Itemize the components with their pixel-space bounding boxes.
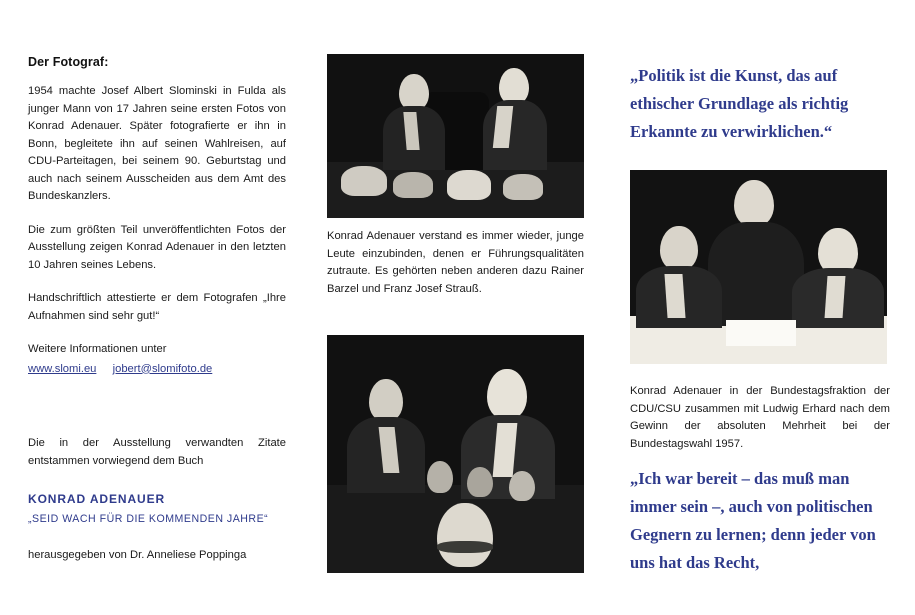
pullquote-politik: „Politik ist die Kunst, das auf ethischer Grundlage als richtig Erkannte zu verwirklichen.“ <box>630 66 849 141</box>
page-title: Der Fotograf: <box>28 55 109 69</box>
photo-adenauer-crowd <box>327 335 584 573</box>
website-link[interactable]: www.slomi.eu <box>28 362 97 375</box>
photo-bundestagsfraktion <box>630 170 887 364</box>
photo-adenauer-event <box>327 54 584 218</box>
paragraph-more-info: Weitere Informationen unter <box>28 343 167 355</box>
paragraph-exhibition: Die zum größten Teil unveröffentlichten Fotos der Ausstellung zeigen Konrad Adenauer in den letzten 10 Jahren seines Lebens. <box>28 223 286 271</box>
caption-photo-event: Konrad Adenauer verstand es immer wieder, junge Leute einzubinden, denen er Führungsqualitäten zutraute. Es gehörten neben anderen dazu Rainer Barzel und Franz Josef Strauß. <box>327 230 584 295</box>
left-column-footer <box>28 435 286 565</box>
left-column <box>28 55 286 378</box>
caption-photo-fraktion: Konrad Adenauer in der Bundestagsfraktion der CDU/CSU zusammen mit Ludwig Erhard nach dem Gewinn der absoluten Mehrheit bei der Bundestagswahl 1957. <box>630 385 890 450</box>
paragraph-biography: 1954 machte Josef Albert Slominski in Fulda als junger Mann von 17 Jahren seine ersten Fotos von Konrad Adenauer. Später fotografierte er ihn in Bonn, begleitete ihn auf seinen Wahlreisen, auf CDU-Parteitagen, bei seinem 90. Geburtstag und auch nach seinem Ausscheiden aus dem Amt des Bundeskanzlers. <box>28 85 286 202</box>
book-subtitle: „SEID WACH FÜR DIE KOMMENDEN JAHRE“ <box>28 513 269 525</box>
book-title: KONRAD ADENAUER <box>28 492 166 506</box>
book-editor: herausgegeben von Dr. Anneliese Poppinga <box>28 549 247 561</box>
paragraph-attestation: Handschriftlich attestierte er dem Fotografen „Ihre Aufnahmen sind sehr gut!“ <box>28 292 286 322</box>
pullquote-lernen: „Ich war bereit – das muß man immer sein –, auch von politischen Gegnern zu lernen; denn jeder von uns hat das Recht, <box>630 469 876 572</box>
quote-source-note: Die in der Ausstellung verwandten Zitate entstammen vorwiegend dem Buch <box>28 437 286 467</box>
email-link[interactable]: jobert@slomifoto.de <box>112 362 213 375</box>
contact-links <box>28 361 286 379</box>
